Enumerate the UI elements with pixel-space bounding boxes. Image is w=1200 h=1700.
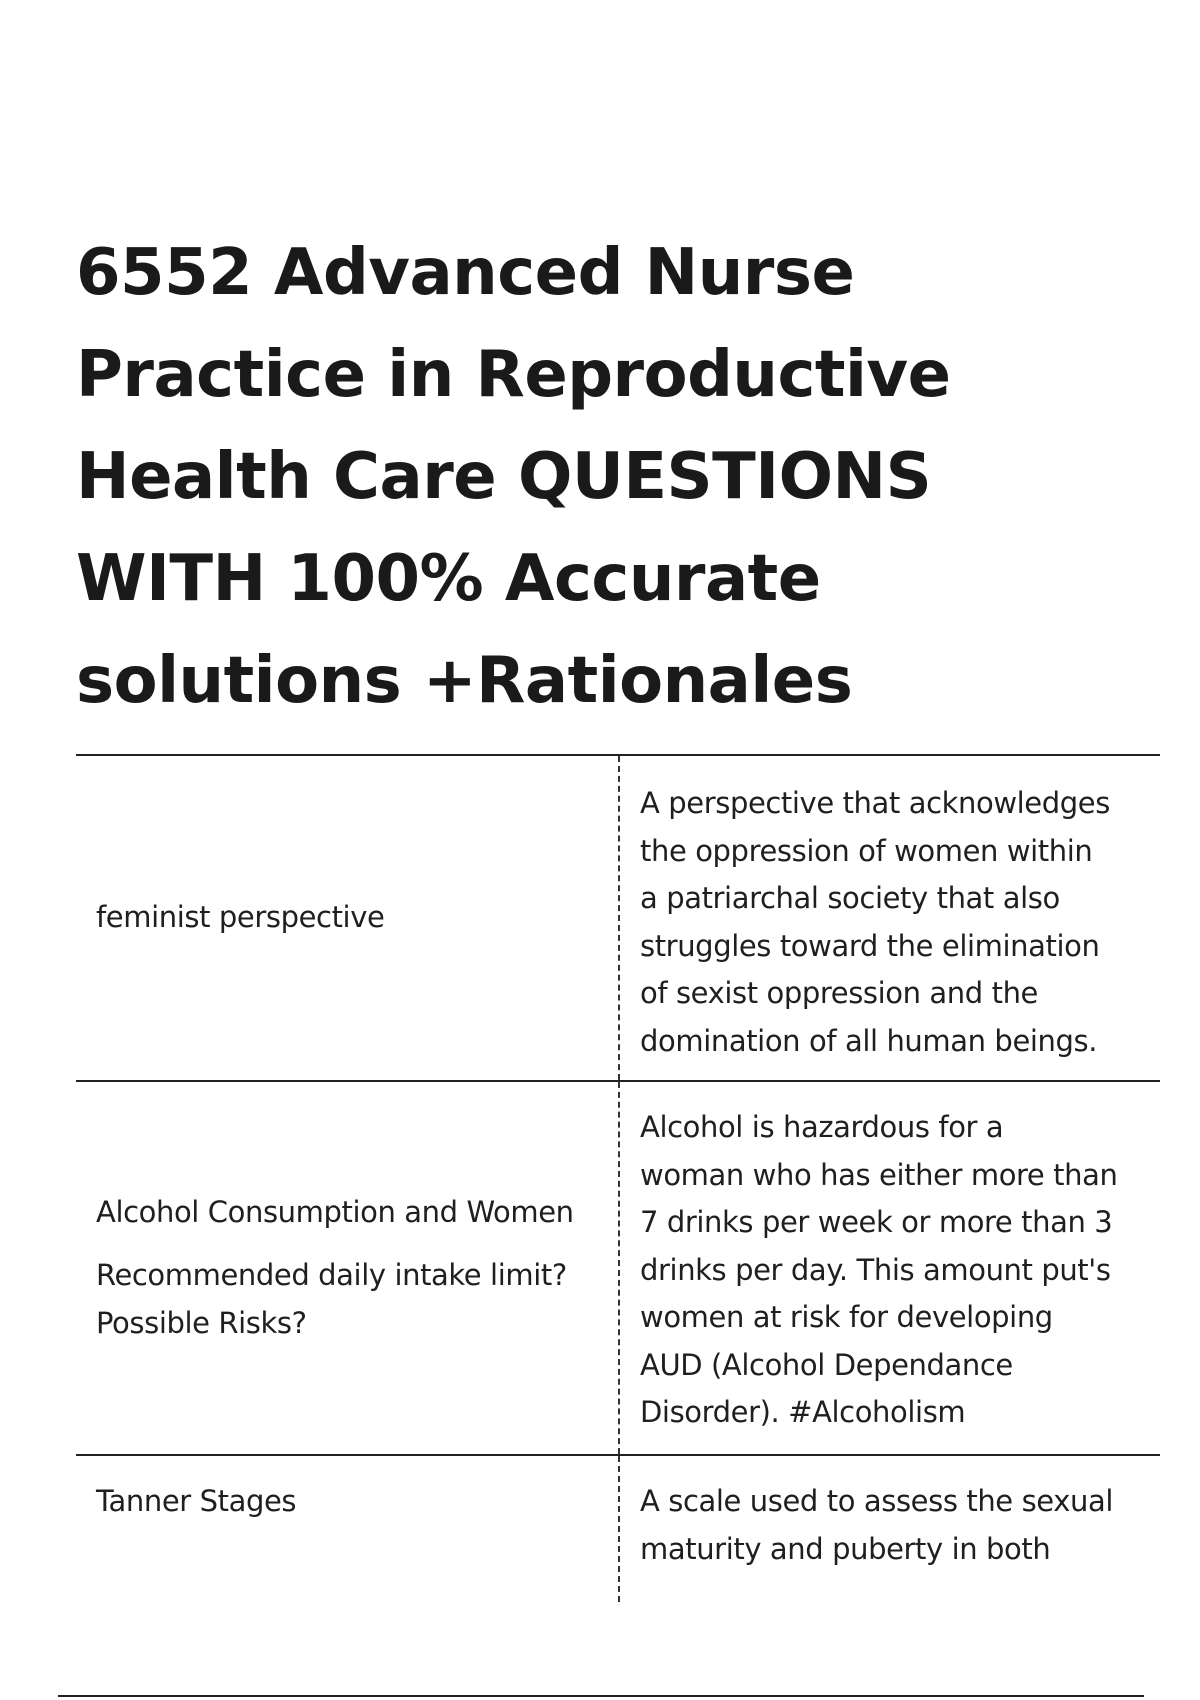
- page-bottom-rule: [58, 1695, 1144, 1697]
- definition-line: struggles toward the elimination: [640, 928, 1100, 963]
- definition-line: 7 drinks per week or more than 3: [640, 1205, 1113, 1239]
- term-cell: [76, 1456, 618, 1602]
- definition-text: [640, 1478, 1152, 1573]
- title-line: WITH 100% Accurate: [76, 542, 821, 616]
- definition-line: A scale used to assess the sexual: [640, 1484, 1113, 1518]
- term-line: Tanner Stages: [96, 1484, 297, 1518]
- definition-line: woman who has either more than: [640, 1157, 1118, 1192]
- definition-text: [640, 780, 1152, 1065]
- definition-line: Alcohol is hazardous for a: [640, 1110, 1004, 1144]
- term-text: [96, 894, 604, 942]
- term-line: feminist perspective: [96, 900, 385, 935]
- definition-line: women at risk for developing: [640, 1300, 1053, 1334]
- definition-line: of sexist oppression and the: [640, 976, 1039, 1010]
- definition-line: AUD (Alcohol Dependance: [640, 1347, 1013, 1382]
- definition-cell: [618, 1082, 1160, 1454]
- definition-line: the oppression of women within: [640, 833, 1093, 868]
- title-line: Practice in Reproductive: [76, 338, 951, 412]
- definition-line: a patriarchal society that also: [640, 881, 1060, 915]
- table-row: [76, 1080, 1160, 1454]
- title-line: 6552 Advanced Nurse: [76, 236, 855, 310]
- definition-text: [640, 1104, 1152, 1437]
- term-cell: [76, 756, 618, 1080]
- term-line: Alcohol Consumption and Women: [96, 1194, 574, 1229]
- definition-line: domination of all human beings.: [640, 1023, 1098, 1058]
- table-row: [76, 1454, 1160, 1602]
- term-cell: [76, 1082, 618, 1454]
- title-line: Health Care QUESTIONS: [76, 440, 932, 514]
- definition-line: Disorder). #Alcoholism: [640, 1395, 966, 1429]
- term-text: [96, 1189, 604, 1348]
- term-text: [96, 1478, 604, 1526]
- definition-cell: [618, 756, 1160, 1080]
- document-title: [76, 222, 1136, 732]
- definition-line: drinks per day. This amount put's: [640, 1252, 1111, 1287]
- title-line: solutions +Rationales: [76, 644, 853, 718]
- table-row: [76, 754, 1160, 1080]
- flashcard-table: [76, 754, 1160, 1602]
- definition-line: A perspective that acknowledges: [640, 786, 1110, 820]
- definition-cell: [618, 1456, 1160, 1602]
- term-line: Recommended daily intake limit? Possible Risks?: [96, 1258, 567, 1340]
- definition-line: maturity and puberty in both: [640, 1531, 1051, 1566]
